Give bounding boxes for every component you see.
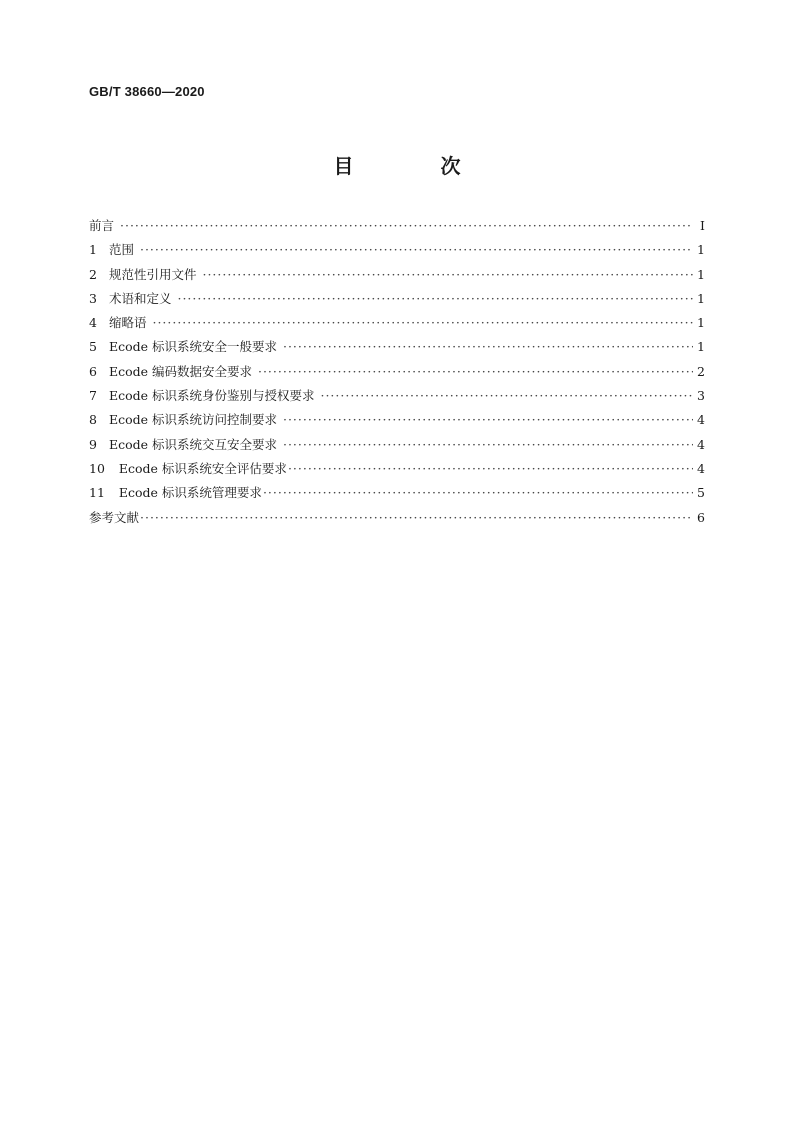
table-of-contents: [89, 216, 705, 532]
toc-item-number: 8: [89, 412, 97, 428]
toc-item-2[interactable]: [89, 265, 705, 289]
toc-item-label: 术语和定义: [108, 290, 172, 306]
toc-leader-dots: [177, 291, 693, 306]
toc-item-page: 3: [697, 388, 705, 404]
toc-item-page: 1: [697, 339, 705, 355]
toc-item-1[interactable]: [89, 240, 705, 264]
toc-item-label: 规范性引用文件: [108, 266, 197, 282]
toc-item-page: 6: [697, 509, 705, 525]
toc-leader-dots: [202, 267, 693, 282]
toc-item-number: 10: [89, 460, 105, 476]
toc-item-3[interactable]: [89, 289, 705, 313]
toc-leader-dots: [263, 485, 693, 500]
toc-item-page: 4: [697, 436, 705, 452]
toc-item-4[interactable]: [89, 313, 705, 337]
toc-item-references[interactable]: [89, 508, 705, 532]
toc-item-label: Ecode 标识系统管理要求: [118, 485, 262, 501]
toc-item-page: 2: [697, 363, 705, 379]
toc-item-label: Ecode 标识系统安全一般要求: [108, 339, 277, 355]
toc-item-9[interactable]: [89, 435, 705, 459]
toc-item-page: 1: [697, 242, 705, 258]
toc-leader-dots: [283, 412, 693, 427]
toc-item-page: 4: [697, 460, 705, 476]
toc-leader-dots: [120, 218, 693, 233]
toc-item-page: 4: [697, 412, 705, 428]
page-title: 目 次: [333, 154, 501, 178]
toc-item-foreword[interactable]: [89, 216, 705, 240]
toc-item-label: 范围: [108, 242, 134, 258]
toc-item-page: 1: [697, 315, 705, 331]
toc-item-label: Ecode 标识系统安全评估要求: [118, 460, 287, 476]
toc-leader-dots: [283, 339, 693, 354]
toc-leader-dots: [283, 437, 693, 452]
toc-item-page: 5: [697, 485, 705, 501]
toc-leader-dots: [140, 510, 693, 525]
toc-item-10[interactable]: [89, 459, 705, 483]
toc-item-11[interactable]: [89, 483, 705, 507]
toc-item-number: 5: [89, 339, 97, 355]
toc-item-label: 参考文献: [89, 509, 140, 525]
toc-item-5[interactable]: [89, 337, 705, 361]
toc-item-page: Ⅰ: [700, 218, 705, 233]
toc-item-7[interactable]: [89, 386, 705, 410]
toc-item-number: 3: [89, 290, 97, 306]
toc-leader-dots: [320, 388, 693, 403]
toc-item-number: 4: [89, 315, 97, 331]
toc-leader-dots: [258, 364, 693, 379]
toc-leader-dots: [140, 242, 693, 257]
toc-item-number: 7: [89, 388, 97, 404]
toc-item-number: 11: [89, 485, 105, 501]
toc-item-page: 1: [697, 290, 705, 306]
toc-leader-dots: [152, 315, 693, 330]
toc-item-number: 1: [89, 242, 97, 258]
toc-item-label: Ecode 标识系统身份鉴别与授权要求: [108, 388, 315, 404]
toc-item-label: Ecode 标识系统访问控制要求: [108, 412, 277, 428]
standard-code: GB/T 38660—2020: [89, 84, 205, 99]
toc-item-number: 9: [89, 436, 97, 452]
toc-item-number: 6: [89, 363, 97, 379]
toc-item-label: Ecode 标识系统交互安全要求: [108, 436, 277, 452]
toc-item-label: 缩略语: [108, 315, 147, 331]
toc-item-label: 前言: [89, 218, 115, 233]
toc-item-page: 1: [697, 266, 705, 282]
toc-item-number: 2: [89, 266, 97, 282]
toc-leader-dots: [288, 461, 693, 476]
toc-item-8[interactable]: [89, 410, 705, 434]
toc-item-label: Ecode 编码数据安全要求: [108, 363, 252, 379]
toc-item-6[interactable]: [89, 362, 705, 386]
